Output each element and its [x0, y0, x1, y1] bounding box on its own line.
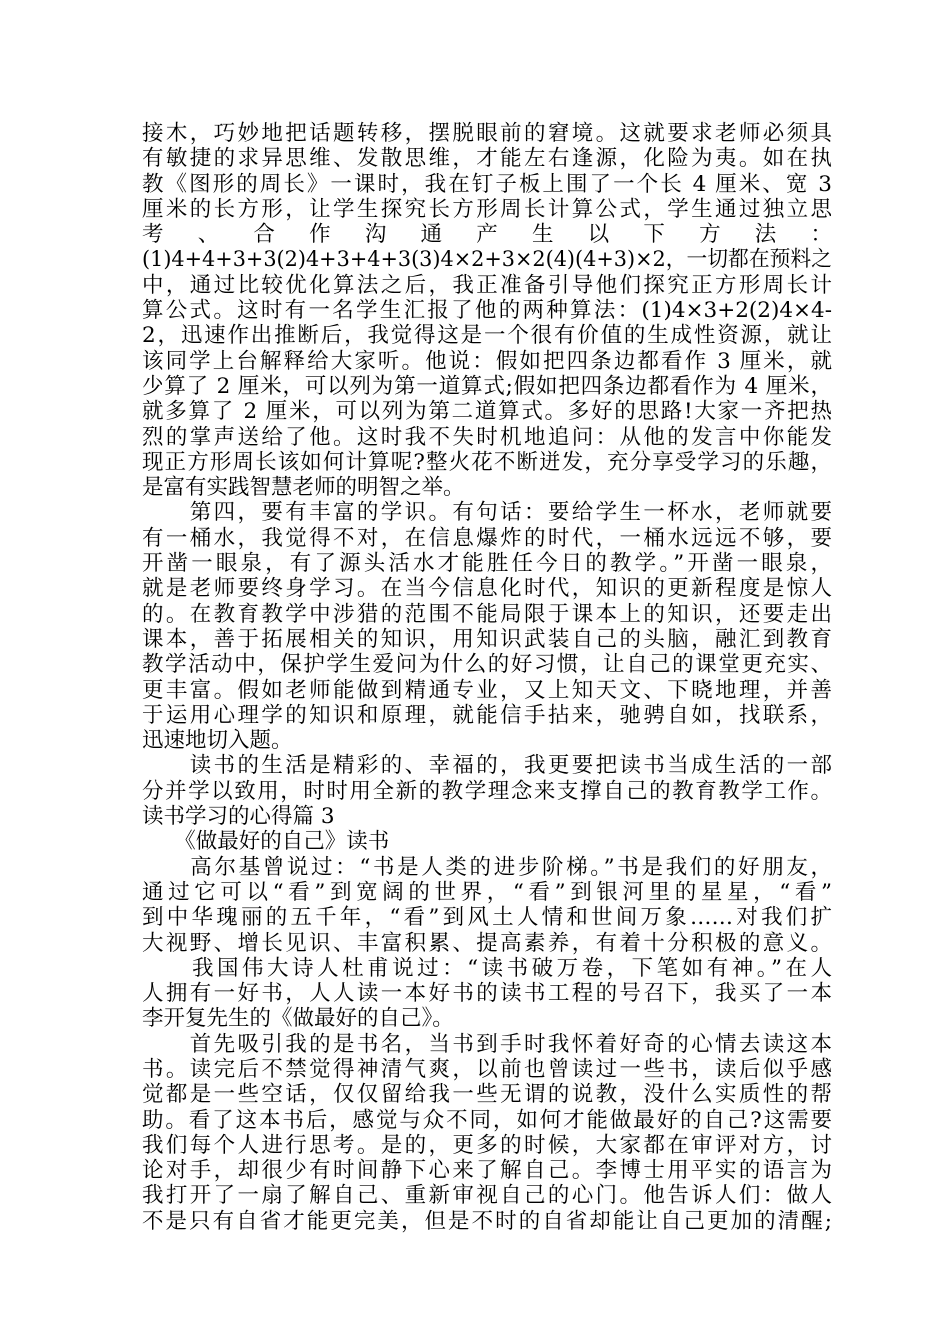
text-line: 觉都是一些空话，仅仅留给我一些无谓的说教，没什么实质性的帮	[142, 1082, 832, 1108]
text-line: 现正方形周长该如何计算呢?整火花不断迸发，充分享受学习的乐趣，	[142, 449, 832, 475]
text-line: 2，迅速作出推断后，我觉得这是一个很有价值的生成性资源，就让	[142, 323, 832, 349]
text-line: 少算了 2 厘米，可以列为第一道算式;假如把四条边都看作为 4 厘米，	[142, 373, 832, 399]
text-line: 助。看了这本书后，感觉与众不同，如何才能做最好的自己?这需要	[142, 1107, 832, 1133]
text-line: (1)4+4+3+3(2)4+3+4+3(3)4×2+3×2(4)(4+3)×2，一切都在预料之	[142, 247, 832, 273]
section-heading: 读书学习的心得篇 3	[142, 804, 335, 830]
text-line: 教学活动中，保护学生爱问为什么的好习惯，让自己的课堂更充实、	[142, 652, 832, 678]
text-line: 李开复先生的《做最好的自己》。	[142, 1006, 454, 1032]
text-line: 论对手，却很少有时间静下心来了解自己。李博士用平实的语言为	[142, 1158, 832, 1184]
text-line: 就是老师要终身学习。在当今信息化时代，知识的更新程度是惊人	[142, 576, 832, 602]
text-line: 开凿一眼泉，有了源头活水才能胜任今日的教学。”开凿一眼泉，	[142, 551, 832, 577]
text-line: 迅速地切入题。	[142, 728, 293, 754]
text-line: 就多算了 2 厘米，可以列为第二道算式。多好的思路!大家一齐把热	[142, 399, 832, 425]
text-line: 书。读完后不禁觉得神清气爽，以前也曾读过一些书，读后似乎感	[142, 1056, 832, 1082]
text-line: 到中华瑰丽的五千年，“看”到风土人情和世间万象……对我们扩	[142, 905, 832, 931]
text-line: 分并学以致用，时时用全新的教学理念来支撑自己的教育教学工作。	[142, 778, 832, 804]
text-line: 高尔基曾说过：“书是人类的进步阶梯。”书是我们的好朋友，	[142, 854, 832, 880]
text-line: 考 、 合 作 沟 通 产 生 以 下 方 法 ：	[142, 222, 832, 248]
text-line: 算公式。这时有一名学生汇报了他的两种算法：(1)4×3+2(2)4×4-	[142, 298, 832, 324]
text-line: 我打开了一扇了解自己、重新审视自己的心门。他告诉人们：做人	[142, 1183, 832, 1209]
text-line: 首先吸引我的是书名，当书到手时我怀着好奇的心情去读这本	[142, 1031, 832, 1057]
text-line: 课本，善于拓展相关的知识，用知识武装自己的头脑，融汇到教育	[142, 626, 832, 652]
text-line: 不是只有自省才能更完美，但是不时的自省却能让自己更加的清醒;	[142, 1208, 832, 1234]
text-line: 该同学上台解释给大家听。他说：假如把四条边都看作 3 厘米，就	[142, 348, 832, 374]
text-line: 有敏捷的求异思维、发散思维，才能左右逢源，化险为夷。如在执	[142, 146, 832, 172]
text-line: 读书的生活是精彩的、幸福的，我更要把读书当成生活的一部	[142, 753, 832, 779]
text-line: 接木，巧妙地把话题转移，摆脱眼前的窘境。这就要求老师必须具	[142, 121, 832, 146]
text-line: 有一桶水，我觉得不对，在信息爆炸的时代，一桶水远远不够，要	[142, 525, 832, 551]
text-line: 于运用心理学的知识和原理，就能信手拈来，驰骋自如，找联系，	[142, 702, 832, 728]
text-line: 中，通过比较优化算法之后，我正准备引导他们探究正方形周长计	[142, 272, 832, 298]
text-line: 第四，要有丰富的学识。有句话：要给学生一杯水，老师就要	[142, 500, 832, 526]
text-line: 我们每个人进行思考。是的，更多的时候，大家都在审评对方，讨	[142, 1132, 832, 1158]
text-line: 更丰富。假如老师能做到精通专业，又上知天文、下晓地理，并善	[142, 677, 832, 703]
text-line: 厘米的长方形，让学生探究长方形周长计算公式，学生通过独立思	[142, 196, 832, 222]
text-line: 我国伟大诗人杜甫说过：“读书破万卷，下笔如有神。”在人	[142, 955, 832, 981]
text-line: 是富有实践智慧老师的明智之举。	[142, 475, 465, 501]
text-line: 教《图形的周长》一课时，我在钉子板上围了一个长 4 厘米、宽 3	[142, 171, 832, 197]
text-line: 烈的掌声送给了他。这时我不失时机地追问：从他的发言中你能发	[142, 424, 832, 450]
text-line: 大视野、增长见识、丰富积累、提高素养，有着十分积极的意义。	[142, 930, 832, 956]
text-line: 的。在教育教学中涉猎的范围不能局限于课本上的知识，还要走出	[142, 601, 832, 627]
text-line: 通过它可以“看”到宽阔的世界，“看”到银河里的星星，“看”	[142, 879, 832, 905]
text-line: 人拥有一好书，人人读一本好书的读书工程的号召下，我买了一本	[142, 981, 832, 1007]
article-title: 《做最好的自己》读书	[142, 829, 390, 855]
document-body	[142, 121, 832, 1234]
